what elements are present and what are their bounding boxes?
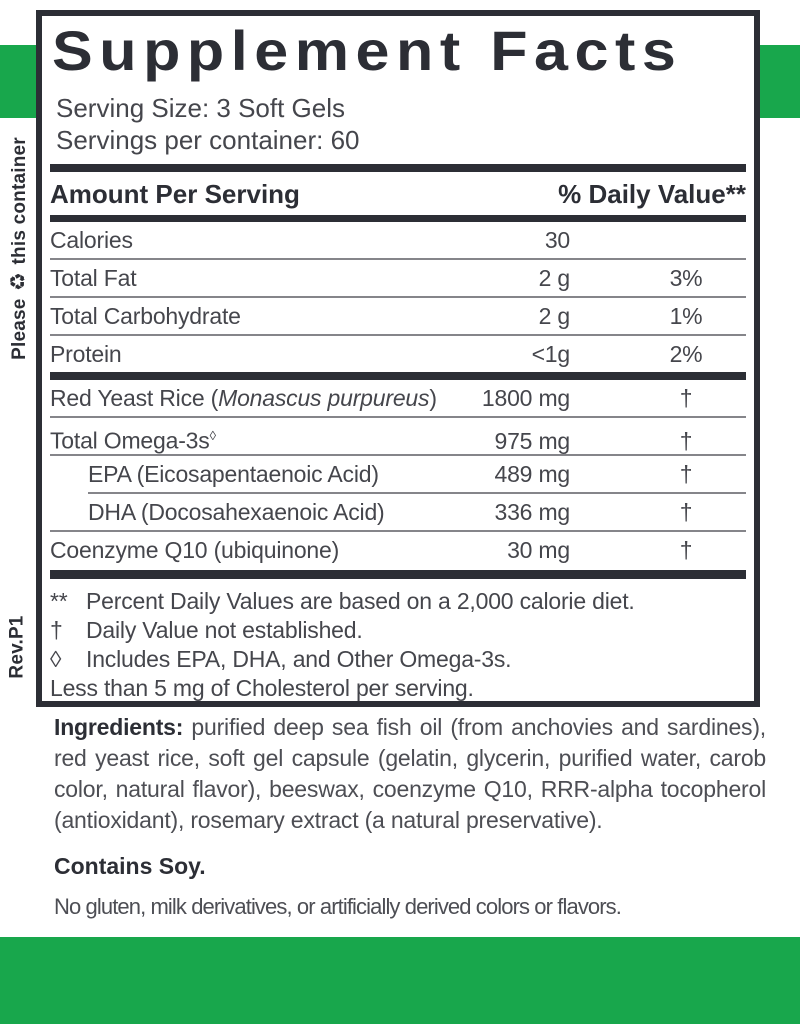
servings-per-container: Servings per container: 60 <box>56 125 360 155</box>
revision-code-text: Rev.P1 <box>7 615 29 679</box>
row-name: Calories <box>50 227 133 253</box>
divider-thick <box>50 215 746 222</box>
table-row-protein <box>50 336 746 372</box>
recycle-note-after: this container <box>8 136 30 264</box>
row-daily-value: 3% <box>669 265 703 291</box>
footnotes <box>50 587 746 703</box>
below-panel-text <box>54 712 766 920</box>
footnote-text: Daily Value not established. <box>86 617 363 643</box>
divider-thick <box>50 164 746 172</box>
ingredients-label: Ingredients: <box>54 714 184 740</box>
green-band-bottom <box>0 937 800 1024</box>
recycle-note <box>0 122 36 374</box>
row-daily-value: † <box>679 427 693 454</box>
table-row-total-omega3s <box>50 418 746 454</box>
row-amount: 2 g <box>538 265 570 291</box>
row-name: Coenzyme Q10 (ubiquinone) <box>50 537 340 563</box>
divider-thick <box>50 570 746 579</box>
row-name: DHA (Docosahexaenoic Acid) <box>88 499 385 525</box>
table-row-coenzyme-q10 <box>50 532 746 568</box>
row-name: Total Fat <box>50 265 137 291</box>
table-header <box>50 172 746 215</box>
row-daily-value: † <box>679 385 693 411</box>
row-amount: 30 mg <box>507 537 570 563</box>
row-amount: 975 mg <box>494 427 570 454</box>
row-daily-value: † <box>679 499 693 525</box>
ingredients-text: purified deep sea fish oil (from anchovies and sardines), red yeast rice, soft gel capsule (gelatin, glycerin, purified water, carob color, natural flavor), beeswax, coenzyme Q10, RRR-alpha tocopherol (antioxidant), rosemary extract (a natural preservative). <box>54 714 766 833</box>
footnote-daily-values <box>50 587 746 616</box>
serving-info <box>50 92 746 156</box>
recycle-note-before: Please <box>8 297 30 360</box>
row-daily-value: † <box>679 461 693 487</box>
footnote-text: Less than 5 mg of Cholesterol per serving. <box>50 675 474 701</box>
footnote-text: Includes EPA, DHA, and Other Omega-3s. <box>86 646 512 672</box>
row-amount: 489 mg <box>494 461 570 487</box>
divider-thick <box>50 372 746 380</box>
row-name: Total Carbohydrate <box>50 303 241 329</box>
table-row-epa <box>50 456 746 492</box>
footnote-symbol: ** <box>50 588 68 614</box>
footnote-marker: ◊ <box>209 428 216 443</box>
row-name: EPA (Eicosapentaenoic Acid) <box>88 461 379 487</box>
row-amount: <1g <box>531 341 570 367</box>
recycle-icon: ♻ <box>6 271 30 291</box>
table-row-calories <box>50 222 746 258</box>
row-daily-value: † <box>679 537 693 563</box>
table-row-total-fat <box>50 260 746 296</box>
table-row-total-carbohydrate <box>50 298 746 334</box>
table-row-red-yeast-rice <box>50 380 746 416</box>
row-name: Total Omega-3s◊ <box>50 427 216 454</box>
row-daily-value: 1% <box>669 303 703 329</box>
allergen-note: No gluten, milk derivatives, or artificially derived colors or flavors. <box>54 894 621 919</box>
footnote-symbol: † <box>50 617 63 643</box>
footnote-lozenge <box>50 645 746 674</box>
header-amount-per-serving: Amount Per Serving <box>50 179 300 209</box>
row-amount: 30 <box>544 227 570 253</box>
header-daily-value: % Daily Value** <box>558 179 746 209</box>
row-name: Protein <box>50 341 122 367</box>
footnote-text: Percent Daily Values are based on a 2,000 calorie diet. <box>86 588 635 614</box>
panel-title: Supplement Facts <box>52 19 683 82</box>
footnote-symbol: ◊ <box>50 646 62 672</box>
supplement-facts-panel <box>36 10 760 707</box>
ingredients-paragraph <box>54 712 766 836</box>
row-name: Red Yeast Rice (Monascus purpureus) <box>50 385 437 411</box>
row-amount: 336 mg <box>494 499 570 525</box>
row-amount: 1800 mg <box>481 385 570 411</box>
revision-code <box>0 602 36 692</box>
footnote-cholesterol <box>50 674 746 703</box>
serving-size: Serving Size: 3 Soft Gels <box>56 93 346 123</box>
footnote-dagger <box>50 616 746 645</box>
table-row-dha <box>50 494 746 530</box>
latin-name: Monascus purpureus <box>218 385 430 411</box>
contains-statement: Contains Soy. <box>54 853 206 879</box>
row-amount: 2 g <box>538 303 570 329</box>
row-daily-value: 2% <box>669 341 703 367</box>
